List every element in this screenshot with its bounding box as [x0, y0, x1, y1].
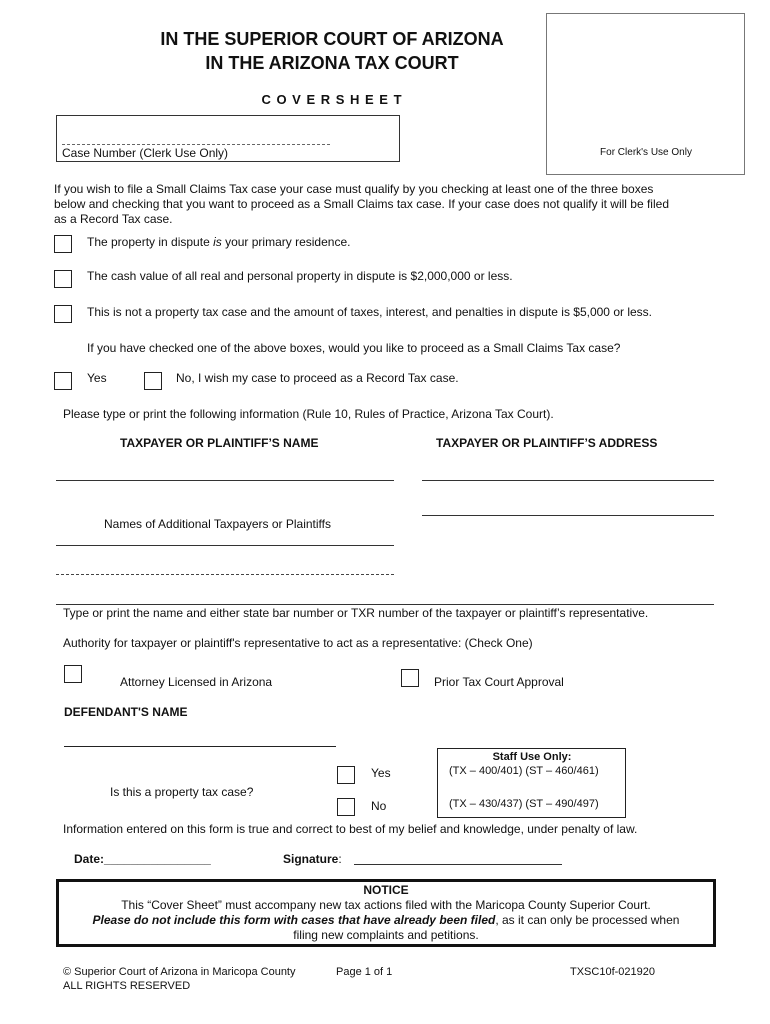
staff-use-yes-codes: (TX – 400/401) (ST – 460/461) [449, 765, 599, 777]
authority-label: Authority for taxpayer or plaintiff's representative to act as a representative: (Check One) [63, 636, 533, 650]
small-claims-question: If you have checked one of the above boxes, would you like to proceed as a Small Claims Tax case? [87, 341, 621, 355]
additional-taxpayers-line1[interactable] [56, 545, 394, 546]
intro-line1: If you wish to file a Small Claims Tax case your case must qualify by you checking at least one of the three boxes [54, 182, 654, 196]
property-tax-no-label: No [371, 799, 387, 813]
attestation-statement: Information entered on this form is true and correct to best of my belief and knowledge, under penalty of law. [63, 822, 638, 836]
primary-residence-checkbox[interactable] [54, 235, 72, 253]
taxpayer-name-header: TAXPAYER OR PLAINTIFF’S NAME [120, 436, 319, 450]
prior-approval-label: Prior Tax Court Approval [434, 675, 564, 689]
signature-label-text: Signature [283, 852, 339, 866]
property-tax-no-checkbox[interactable] [337, 798, 355, 816]
footer-copyright: © Superior Court of Arizona in Maricopa County [63, 966, 296, 978]
notice-line2 [59, 913, 713, 927]
property-tax-question: Is this a property tax case? [110, 785, 254, 799]
taxpayer-address-line1[interactable] [422, 480, 714, 481]
notice-line2-bold: Please do not include this form with cases that have already been filed [92, 913, 496, 927]
primary-residence-label [87, 235, 350, 249]
small-claims-yes-checkbox[interactable] [54, 372, 72, 390]
option1-text-em: is [213, 235, 222, 249]
property-tax-yes-checkbox[interactable] [337, 766, 355, 784]
taxpayer-name-line[interactable] [56, 480, 394, 481]
clerk-use-label: For Clerk's Use Only [600, 147, 692, 158]
representative-label: Type or print the name and either state bar number or TXR number of the taxpayer or plaintiff’s representative. [63, 606, 649, 620]
small-claims-no-label: No, I wish my case to proceed as a Record Tax case. [176, 371, 459, 385]
court-title-line2: IN THE ARIZONA TAX COURT [205, 53, 459, 73]
attorney-label: Attorney Licensed in Arizona [120, 675, 273, 689]
additional-taxpayers-line2[interactable] [56, 574, 394, 575]
coversheet-heading: C O V E R S H E E T [261, 92, 403, 107]
intro-line2: below and checking that you want to proceed as a Small Claims tax case. If your case does not qualify it will be filed [54, 197, 669, 211]
info-instruction: Please type or print the following information (Rule 10, Rules of Practice, Arizona Tax Court). [63, 407, 554, 421]
staff-use-title: Staff Use Only: [492, 751, 572, 763]
notice-title: NOTICE [363, 883, 409, 897]
not-property-checkbox[interactable] [54, 305, 72, 323]
date-label [74, 852, 211, 866]
additional-taxpayers-label: Names of Additional Taxpayers or Plaintiffs [104, 517, 332, 531]
property-tax-yes-label: Yes [371, 766, 391, 780]
defendant-name-label: DEFENDANT'S NAME [64, 705, 188, 719]
taxpayer-address-header: TAXPAYER OR PLAINTIFF’S ADDRESS [436, 436, 658, 450]
case-number-line [62, 144, 330, 145]
footer-page-number: Page 1 of 1 [336, 966, 393, 978]
option1-text-post: your primary residence. [221, 235, 351, 249]
signature-line[interactable] [354, 864, 562, 865]
footer-rights: ALL RIGHTS RESERVED [63, 980, 191, 992]
notice-line1: This “Cover Sheet” must accompany new tax actions filed with the Maricopa County Superior Court. [121, 898, 651, 912]
court-title-line1: IN THE SUPERIOR COURT OF ARIZONA [160, 29, 504, 49]
small-claims-no-checkbox[interactable] [144, 372, 162, 390]
prior-approval-checkbox[interactable] [401, 669, 419, 687]
signature-colon: : [338, 852, 342, 866]
signature-label [283, 852, 342, 866]
defendant-name-line[interactable] [64, 746, 336, 747]
staff-use-no-codes: (TX – 430/437) (ST – 490/497) [449, 798, 599, 810]
footer-form-id: TXSC10f-021920 [570, 966, 655, 978]
notice-line2-rest: , as it can only be processed when [495, 913, 680, 927]
attorney-checkbox[interactable] [64, 665, 82, 683]
date-label-text: Date: [74, 852, 105, 866]
taxpayer-address-line2[interactable] [422, 515, 714, 516]
cash-value-label: The cash value of all real and personal property in dispute is $2,000,000 or less. [87, 269, 513, 283]
option1-text-pre: The property in dispute [87, 235, 214, 249]
representative-line[interactable] [56, 604, 714, 605]
case-number-label: Case Number (Clerk Use Only) [62, 146, 229, 160]
cash-value-checkbox[interactable] [54, 270, 72, 288]
not-property-label: This is not a property tax case and the amount of taxes, interest, and penalties in dispute is $5,000 or less. [87, 305, 652, 319]
notice-line3: filing new complaints and petitions. [293, 928, 479, 942]
small-claims-yes-label: Yes [87, 371, 107, 385]
date-line[interactable]: ________________ [104, 852, 211, 866]
intro-line3: as a Record Tax case. [54, 212, 173, 226]
